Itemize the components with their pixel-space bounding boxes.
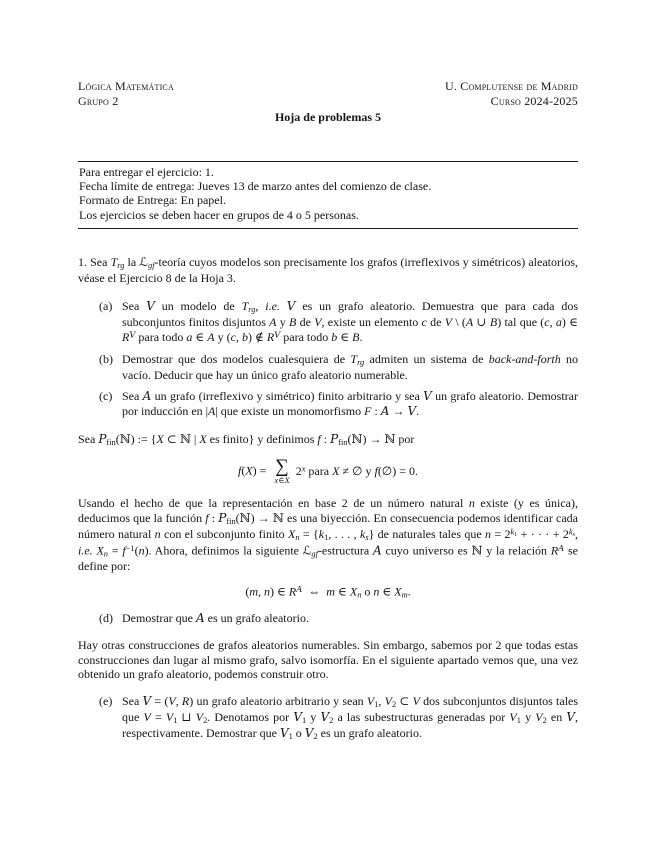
text-run: a [555,315,562,330]
text-run: c [544,315,550,330]
text-run: cuyo universo es ℕ y la relación [381,543,551,558]
text-run: y [306,709,321,724]
text-run: , respectivamente. Demostrar que [122,709,579,740]
text-run: P [218,510,227,525]
text-run: f [122,543,126,558]
text-run: n [357,590,362,600]
text-run: n [263,584,270,599]
text-run: 1 [324,532,329,542]
problem-1-intro [78,255,578,286]
text-run: k [568,527,573,537]
header-row-2 [78,94,578,109]
text-run: i.e. [78,543,93,558]
text-run: 1. Sea [78,254,111,269]
text-run: ℒ [139,254,148,269]
text-run: ∈ [192,330,208,345]
text-run: . [359,330,363,345]
text-run: , [549,315,556,330]
notice-line-deadline: Fecha límite de entrega: Jueves 13 de marzo antes del comienzo de clase. [79,179,432,194]
text-run: f [317,432,321,447]
text-run: A [558,542,565,553]
text-run: un grafo aleatorio. Demostrar por inducción en | [122,389,579,418]
item-e-text [122,694,578,740]
text-run: B [489,315,498,330]
text-run: F [364,403,372,418]
text-run: A [208,403,216,418]
text-run: : [371,403,381,418]
course-name: Lógica Matemática [78,79,174,93]
text-run: ⊂ ℕ | [163,432,200,447]
text-run: ∈ [379,584,395,599]
item-d [78,611,578,626]
text-run: V [146,299,155,314]
text-run: V [320,709,330,724]
text-run: = { [299,526,319,541]
text-run: m [401,590,408,600]
text-run: T [241,299,249,314]
item-e [78,694,578,742]
text-run: ∈ [337,330,353,345]
group-name: Grupo 2 [78,94,119,108]
text-run: ∪ [473,315,490,330]
text-run: V [274,329,281,340]
text-run: ⊔ [177,709,196,724]
text-run: de [426,315,445,330]
text-run: X [284,475,290,486]
item-a-text [122,299,578,344]
text-run: ≠ ∅ y [339,463,375,478]
text-run: n [295,532,300,542]
text-run: 1 [301,715,307,725]
text-run: es un grafo aleatorio. [204,611,309,626]
base2-representation-paragraph [78,496,578,574]
text-run: (ℕ) := { [115,432,157,447]
text-run: un grafo (irreflexivo y simétrico) finito arbitrario y sea [151,389,424,404]
text-run: X [349,584,358,599]
text-run: A [296,583,303,594]
text-run: la [124,254,140,269]
text-run: . Denotamos por [207,709,294,724]
text-run: A [373,543,382,558]
text-run: y [276,315,289,330]
text-run: x [274,475,279,486]
text-run: o [292,725,305,740]
text-run: V [143,709,151,724]
text-run: b [241,330,248,345]
text-run: X [245,463,253,478]
text-run: x [301,464,306,474]
text-run: Usando el hecho de que la representación en base 2 de un número natural [78,496,469,511]
text-run: R [288,584,297,599]
text-run: para todo [280,330,332,345]
text-run: V [535,709,543,724]
sigma-operator-icon: ∑ [275,456,289,478]
equation-relation-definition [78,584,578,601]
text-run: \ ( [452,315,466,330]
text-run: T [350,351,358,366]
text-run: ) = [252,463,270,478]
text-run: para [305,463,333,478]
text-run: ) ∈ [561,315,579,330]
text-run: V [384,693,392,708]
text-run: c [230,330,236,345]
item-e-label: (e) [99,693,113,708]
text-run: , [235,330,242,345]
text-run: Sea [122,389,143,404]
text-run: 2 [203,715,208,725]
text-run: n [468,496,475,511]
text-run: c [421,315,427,330]
text-run: k [359,526,366,541]
text-run: = ( [151,693,169,708]
text-run: R [266,330,275,345]
text-run: n [138,543,145,558]
text-run: f [374,463,378,478]
equation-sum-definition [78,458,578,485]
text-run: V [195,709,204,724]
text-run: A [380,403,390,418]
text-run: b [331,330,338,345]
text-run: gf [148,260,155,270]
sheet-title: Hoja de problemas 5 [274,110,382,124]
text-run: V [509,709,517,724]
text-run: . [416,403,420,418]
text-run: dos subconjuntos disjuntos tales que [122,693,579,724]
text-run: -teoría cuyos modelos son precisamente los grafos (irreflexivos y simétricos) aleatorios, véase el Ejercicio 8 de la Hoja 3. [78,254,578,285]
text-run: } de naturales tales que [368,526,485,541]
text-run: f [237,463,242,478]
item-b-text [122,352,578,382]
text-run: X [394,584,402,599]
text-run: , [575,526,579,541]
text-run: X [96,543,104,558]
text-run: ( [241,463,246,478]
equation-rhs [293,464,418,478]
text-run: V [444,315,453,330]
text-run: admiten un sistema de [364,351,489,366]
text-run: , [255,299,266,314]
text-run: T [110,254,118,269]
text-run: k [318,526,325,541]
text-run: Sea [122,299,147,314]
text-run: i.e. [265,299,280,314]
text-run: un modelo de [154,299,242,314]
text-run: V [304,725,314,740]
text-run: V [168,693,176,708]
text-run: 2 [391,699,397,709]
text-run: de [296,315,315,330]
text-run: : [320,432,331,447]
text-run: X [288,526,296,541]
text-run: V [566,709,576,724]
text-run: A [195,611,205,626]
text-run: es un grafo aleatorio. Demuestra que para cada dos subconjuntos finitos disjuntos [122,299,579,330]
text-run: , existe un elemento [321,315,422,330]
text-run: Sea [122,693,143,708]
text-run: . [407,584,411,599]
text-run: V [407,403,417,418]
notice-line-groups: Los ejercicios se deben hacer en grupos de 4 o 5 personas. [79,207,359,222]
document-header [78,79,578,125]
text-run: s [365,532,369,542]
text-run: 1 [173,715,178,725]
text-run: ) ∉ [247,330,267,345]
page-content [78,79,578,749]
text-run: V [165,709,174,724]
text-run: rg [117,260,125,270]
text-run: rg [357,357,365,367]
item-b [78,352,578,383]
text-run: = 2 [491,526,511,541]
item-c [78,389,578,418]
item-d-text [122,611,309,625]
text-run: n [373,584,380,599]
text-run [280,299,287,313]
text-run: X [332,463,340,478]
text-run: s [572,530,576,538]
text-run: B [352,330,360,345]
text-run: , [257,584,264,599]
text-run: y [520,709,536,724]
text-run: 1 [516,715,521,725]
text-run: fin [106,438,116,448]
text-run: ). Ahora, definimos la siguiente [144,543,303,558]
item-c-label: (c) [99,389,113,404]
text-run: + · · · + 2 [517,526,569,541]
text-run: a las subestructuras generadas por [333,709,510,724]
text-run: R [122,330,130,345]
notice-bottom-rule [78,228,578,229]
text-run: o [361,584,374,599]
text-run: X [156,432,164,447]
text-run: gf [311,549,318,559]
text-run: f [205,510,209,525]
equation-lhs [238,464,269,478]
text-run: n [103,549,108,559]
summation [274,458,289,485]
text-run: ) tal que ( [497,315,545,330]
text-run: ( [134,543,139,558]
text-run: A [269,315,277,330]
pfin-definition-paragraph [78,432,578,448]
text-run: , [378,693,385,708]
text-run: 2 [292,463,302,478]
text-run: Demostrar que dos modelos cualesquiera de [122,351,351,366]
text-run: = [107,543,123,558]
text-run: n [154,526,161,541]
text-run: P [98,432,107,447]
text-run: = [150,709,166,724]
text-run: A [207,330,215,345]
notice-line-format: Formato de Entrega: En papel. [79,193,226,208]
text-run: en [546,709,567,724]
text-run: , [175,693,182,708]
text-run: ) ∈ [269,584,289,599]
text-run: para todo [135,330,187,345]
item-b-label: (b) [99,351,113,366]
text-run: V [314,315,322,330]
text-run: ℒ [302,543,312,558]
other-constructions-paragraph [78,638,578,682]
text-run: ⊂ [396,693,413,708]
text-run: back-and-forth [488,351,561,366]
text-run: ( [245,584,250,599]
text-run: Sea [78,432,99,447]
text-run: (ℕ) → ℕ por [347,432,415,447]
text-run: V [293,709,302,724]
text-run: k [510,527,515,537]
text-run: Hay otras construcciones de grafos aleatorios numerables. Sin embargo, sabemos por 2 que todas estas construcciones dan lugar al mismo grafo, salvo isomorfía. En el siguiente apartado vemos que, una vez obtenido un grafo aleatorio, podemos construir otro. [78,638,578,682]
text-run: 1 [288,731,293,741]
text-run: fin [338,438,348,448]
summation-limits [274,476,289,485]
text-run: : [208,510,219,525]
notice-lines [78,162,578,228]
text-run: 2 [542,715,547,725]
text-run: m [326,584,335,599]
text-run: es un grafo aleatorio. [317,725,422,740]
text-run: P [330,432,339,447]
text-run: , . . . , [328,526,360,541]
text-run: rg [248,305,256,315]
text-run: V [412,693,420,708]
item-d-label: (d) [99,611,113,626]
item-a-label: (a) [99,299,113,314]
text-run: ∈ [334,584,350,599]
text-run: se define por: [78,543,579,574]
text-run: no vacío. Deducir que hay un único grafo aleatorio numerable. [122,351,579,382]
text-run: (ℕ) → ℕ es una biyección. En consecuencia podemos identificar cada número natural [78,510,578,541]
header-row-1 [78,79,578,94]
text-run: | que existe un monomorfismo [215,403,365,418]
item-a [78,299,578,345]
text-run: -estructura [317,543,374,558]
text-run: m [249,584,258,599]
text-run: A [465,315,474,330]
text-run: ∈ [278,475,285,486]
text-run: (∅) = 0. [377,463,419,478]
item-c-text [122,389,578,418]
text-run: fin [226,516,236,526]
text-run: B [289,315,297,330]
text-run: V [286,299,296,314]
academic-year: Curso 2024-2025 [490,94,578,108]
text-run: 1 [514,530,518,538]
submission-info-box [78,161,578,229]
text-run: V [366,693,375,708]
text-run: y ( [214,330,231,345]
text-run: R [550,543,559,558]
text-run: V [129,329,136,340]
text-run: −1 [125,543,135,553]
text-run: existe (y es única), deducimos que la función [78,496,578,525]
text-run: V [142,693,152,708]
text-run: → [389,403,408,418]
text-run: ) un grafo aleatorio arbitrario y sean [189,693,367,708]
text-run: A [142,389,152,404]
text-run: X [199,432,207,447]
text-run: V [279,725,289,740]
text-run: Demostrar que [122,611,196,626]
text-run: con el subconjunto finito [160,526,289,541]
text-run: V [423,389,432,404]
text-run: a [186,330,193,345]
text-run: n [485,526,491,541]
text-run: 2 [329,715,334,725]
text-run: es finito} y definimos [206,432,318,447]
text-run: R [181,693,190,708]
university-name: U. Complutense de Madrid [444,79,578,93]
text-run: 2 [313,731,318,741]
text-run: 1 [374,699,379,709]
text-run: ⇔ [302,584,327,599]
notice-line-exercise: Para entregar el ejercicio: 1. [79,165,214,179]
